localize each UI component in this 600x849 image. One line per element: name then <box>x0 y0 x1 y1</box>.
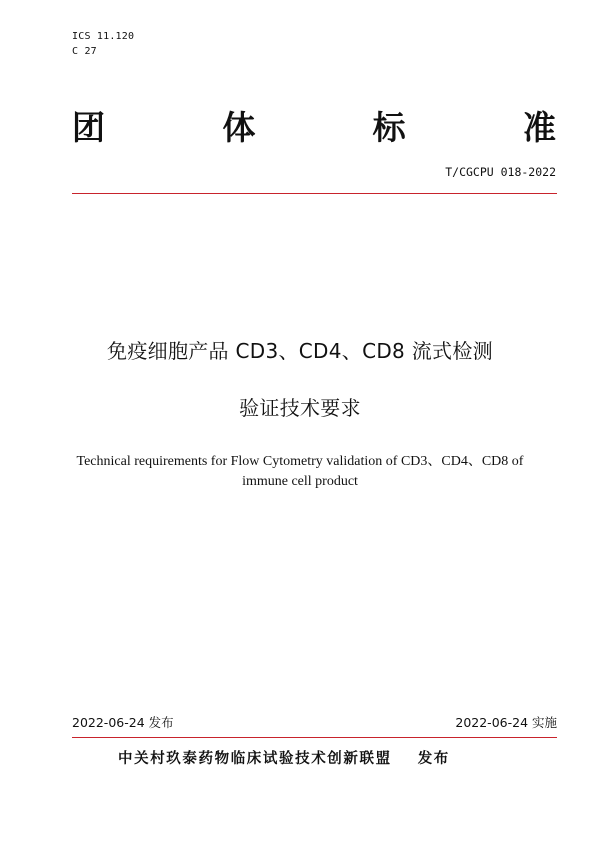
publisher-action: 发布 <box>417 751 450 767</box>
ccs-code: C 27 <box>72 46 97 57</box>
standard-category-title <box>72 108 556 148</box>
publisher-name: 中关村玖泰药物临床试验技术创新联盟 <box>118 751 392 767</box>
issue-date: 2022-06-24 发布 <box>72 715 174 730</box>
chinese-title-line-2: 验证技术要求 <box>239 396 361 420</box>
standard-number: T/CGCPU 018-2022 <box>445 165 556 179</box>
category-title-char: 体 <box>222 108 256 147</box>
footer-divider <box>72 737 557 738</box>
category-title-char: 标 <box>372 108 406 147</box>
category-title-char: 团 <box>72 108 105 147</box>
implementation-date: 2022-06-24 实施 <box>455 715 557 730</box>
header-divider <box>72 193 557 194</box>
english-title-line-1: Technical requirements for Flow Cytometry validation of CD3、CD4、CD8 of <box>76 454 524 469</box>
english-title-line-2: immune cell product <box>242 474 358 489</box>
chinese-title-line-1: 免疫细胞产品 CD3、CD4、CD8 流式检测 <box>107 339 493 363</box>
ics-code: ICS 11.120 <box>72 31 135 42</box>
category-title-char: 准 <box>522 108 556 147</box>
publisher-line <box>118 748 450 770</box>
